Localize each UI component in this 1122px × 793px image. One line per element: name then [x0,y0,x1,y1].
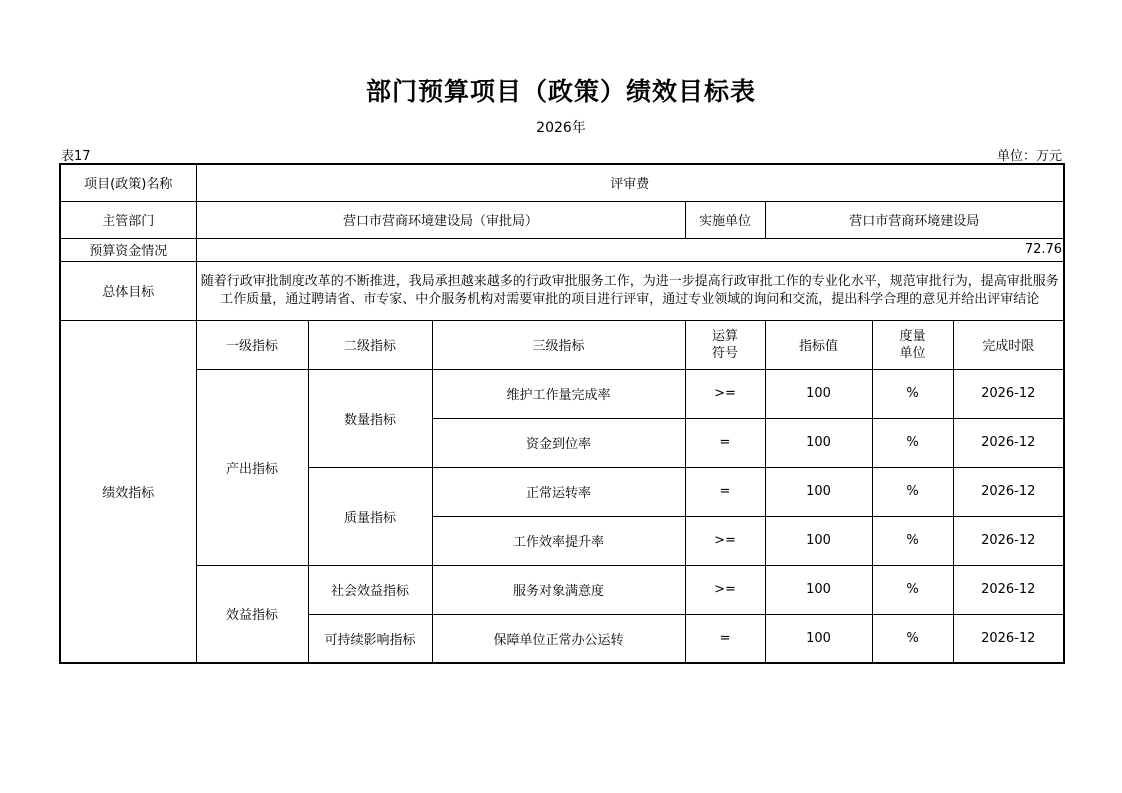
goal-row [60,261,1064,320]
row-unit: % [872,614,953,663]
project-label: 项目(政策)名称 [60,164,196,201]
dept-value: 营口市营商环境建设局（审批局） [196,201,685,238]
table-number: 表17 [61,149,91,164]
row-val: 100 [765,467,872,516]
row-val: 100 [765,565,872,614]
row-op: >= [685,369,765,418]
row-l3: 正常运转率 [432,467,685,516]
row-op: = [685,614,765,663]
dept-label: 主管部门 [60,201,196,238]
row-l3: 维护工作量完成率 [432,369,685,418]
row-val: 100 [765,418,872,467]
row-l3: 服务对象满意度 [432,565,685,614]
row-deadline: 2026-12 [953,565,1064,614]
group-quantity: 数量指标 [308,369,432,467]
row-l3: 资金到位率 [432,418,685,467]
row-op: = [685,418,765,467]
header-op-a: 运算 [711,328,738,344]
goal-text: 随着行政审批制度改革的不断推进，我局承担越来越多的行政审批服务工作，为进一步提高行政审批工作的专业化水平，规范审批行为，提高审批服务工作质量，通过聘请省、市专家、中介服务机构对需要审批的项目进行评审，通过专业领域的询问和交流，提出科学合理的意见并给出评审结论 [196,261,1064,320]
row-unit: % [872,565,953,614]
header-l2: 二级指标 [308,320,432,369]
row-op: >= [685,565,765,614]
header-op [685,320,765,369]
header-unit-b: 单位 [899,345,926,361]
group-output: 产出指标 [196,369,308,565]
project-row [60,164,1064,201]
group-sustain: 可持续影响指标 [308,614,432,663]
row-deadline: 2026-12 [953,369,1064,418]
header-row [60,320,1064,369]
header-l3: 三级指标 [432,320,685,369]
impl-value: 营口市营商环境建设局 [765,201,1064,238]
header-val: 指标值 [765,320,872,369]
row-unit: % [872,516,953,565]
group-benefit: 效益指标 [196,565,308,663]
row-op: >= [685,516,765,565]
row-deadline: 2026-12 [953,467,1064,516]
goal-label: 总体目标 [60,261,196,320]
group-social: 社会效益指标 [308,565,432,614]
table-row [60,565,1064,614]
row-l3: 工作效率提升率 [432,516,685,565]
row-deadline: 2026-12 [953,418,1064,467]
header-l1: 一级指标 [196,320,308,369]
row-deadline: 2026-12 [953,516,1064,565]
project-value: 评审费 [196,164,1064,201]
dept-row [60,201,1064,238]
header-unit-a: 度量 [899,328,926,344]
budget-label: 预算资金情况 [60,238,196,261]
table-row [60,369,1064,418]
group-quality: 质量指标 [308,467,432,565]
budget-value: 72.76 [196,238,1064,261]
header-unit [872,320,953,369]
row-val: 100 [765,369,872,418]
year-label: 2026年 [536,120,586,136]
row-val: 100 [765,614,872,663]
row-deadline: 2026-12 [953,614,1064,663]
header-deadline: 完成时限 [953,320,1064,369]
row-unit: % [872,467,953,516]
budget-row [60,238,1064,261]
performance-table [59,163,1065,664]
row-val: 100 [765,516,872,565]
row-op: = [685,467,765,516]
perf-label: 绩效指标 [60,320,196,663]
row-l3: 保障单位正常办公运转 [432,614,685,663]
row-unit: % [872,418,953,467]
row-unit: % [872,369,953,418]
impl-label: 实施单位 [685,201,765,238]
page-title: 部门预算项目（政策）绩效目标表 [365,77,756,106]
unit-label: 单位：万元 [996,149,1062,164]
header-op-b: 符号 [711,345,738,361]
